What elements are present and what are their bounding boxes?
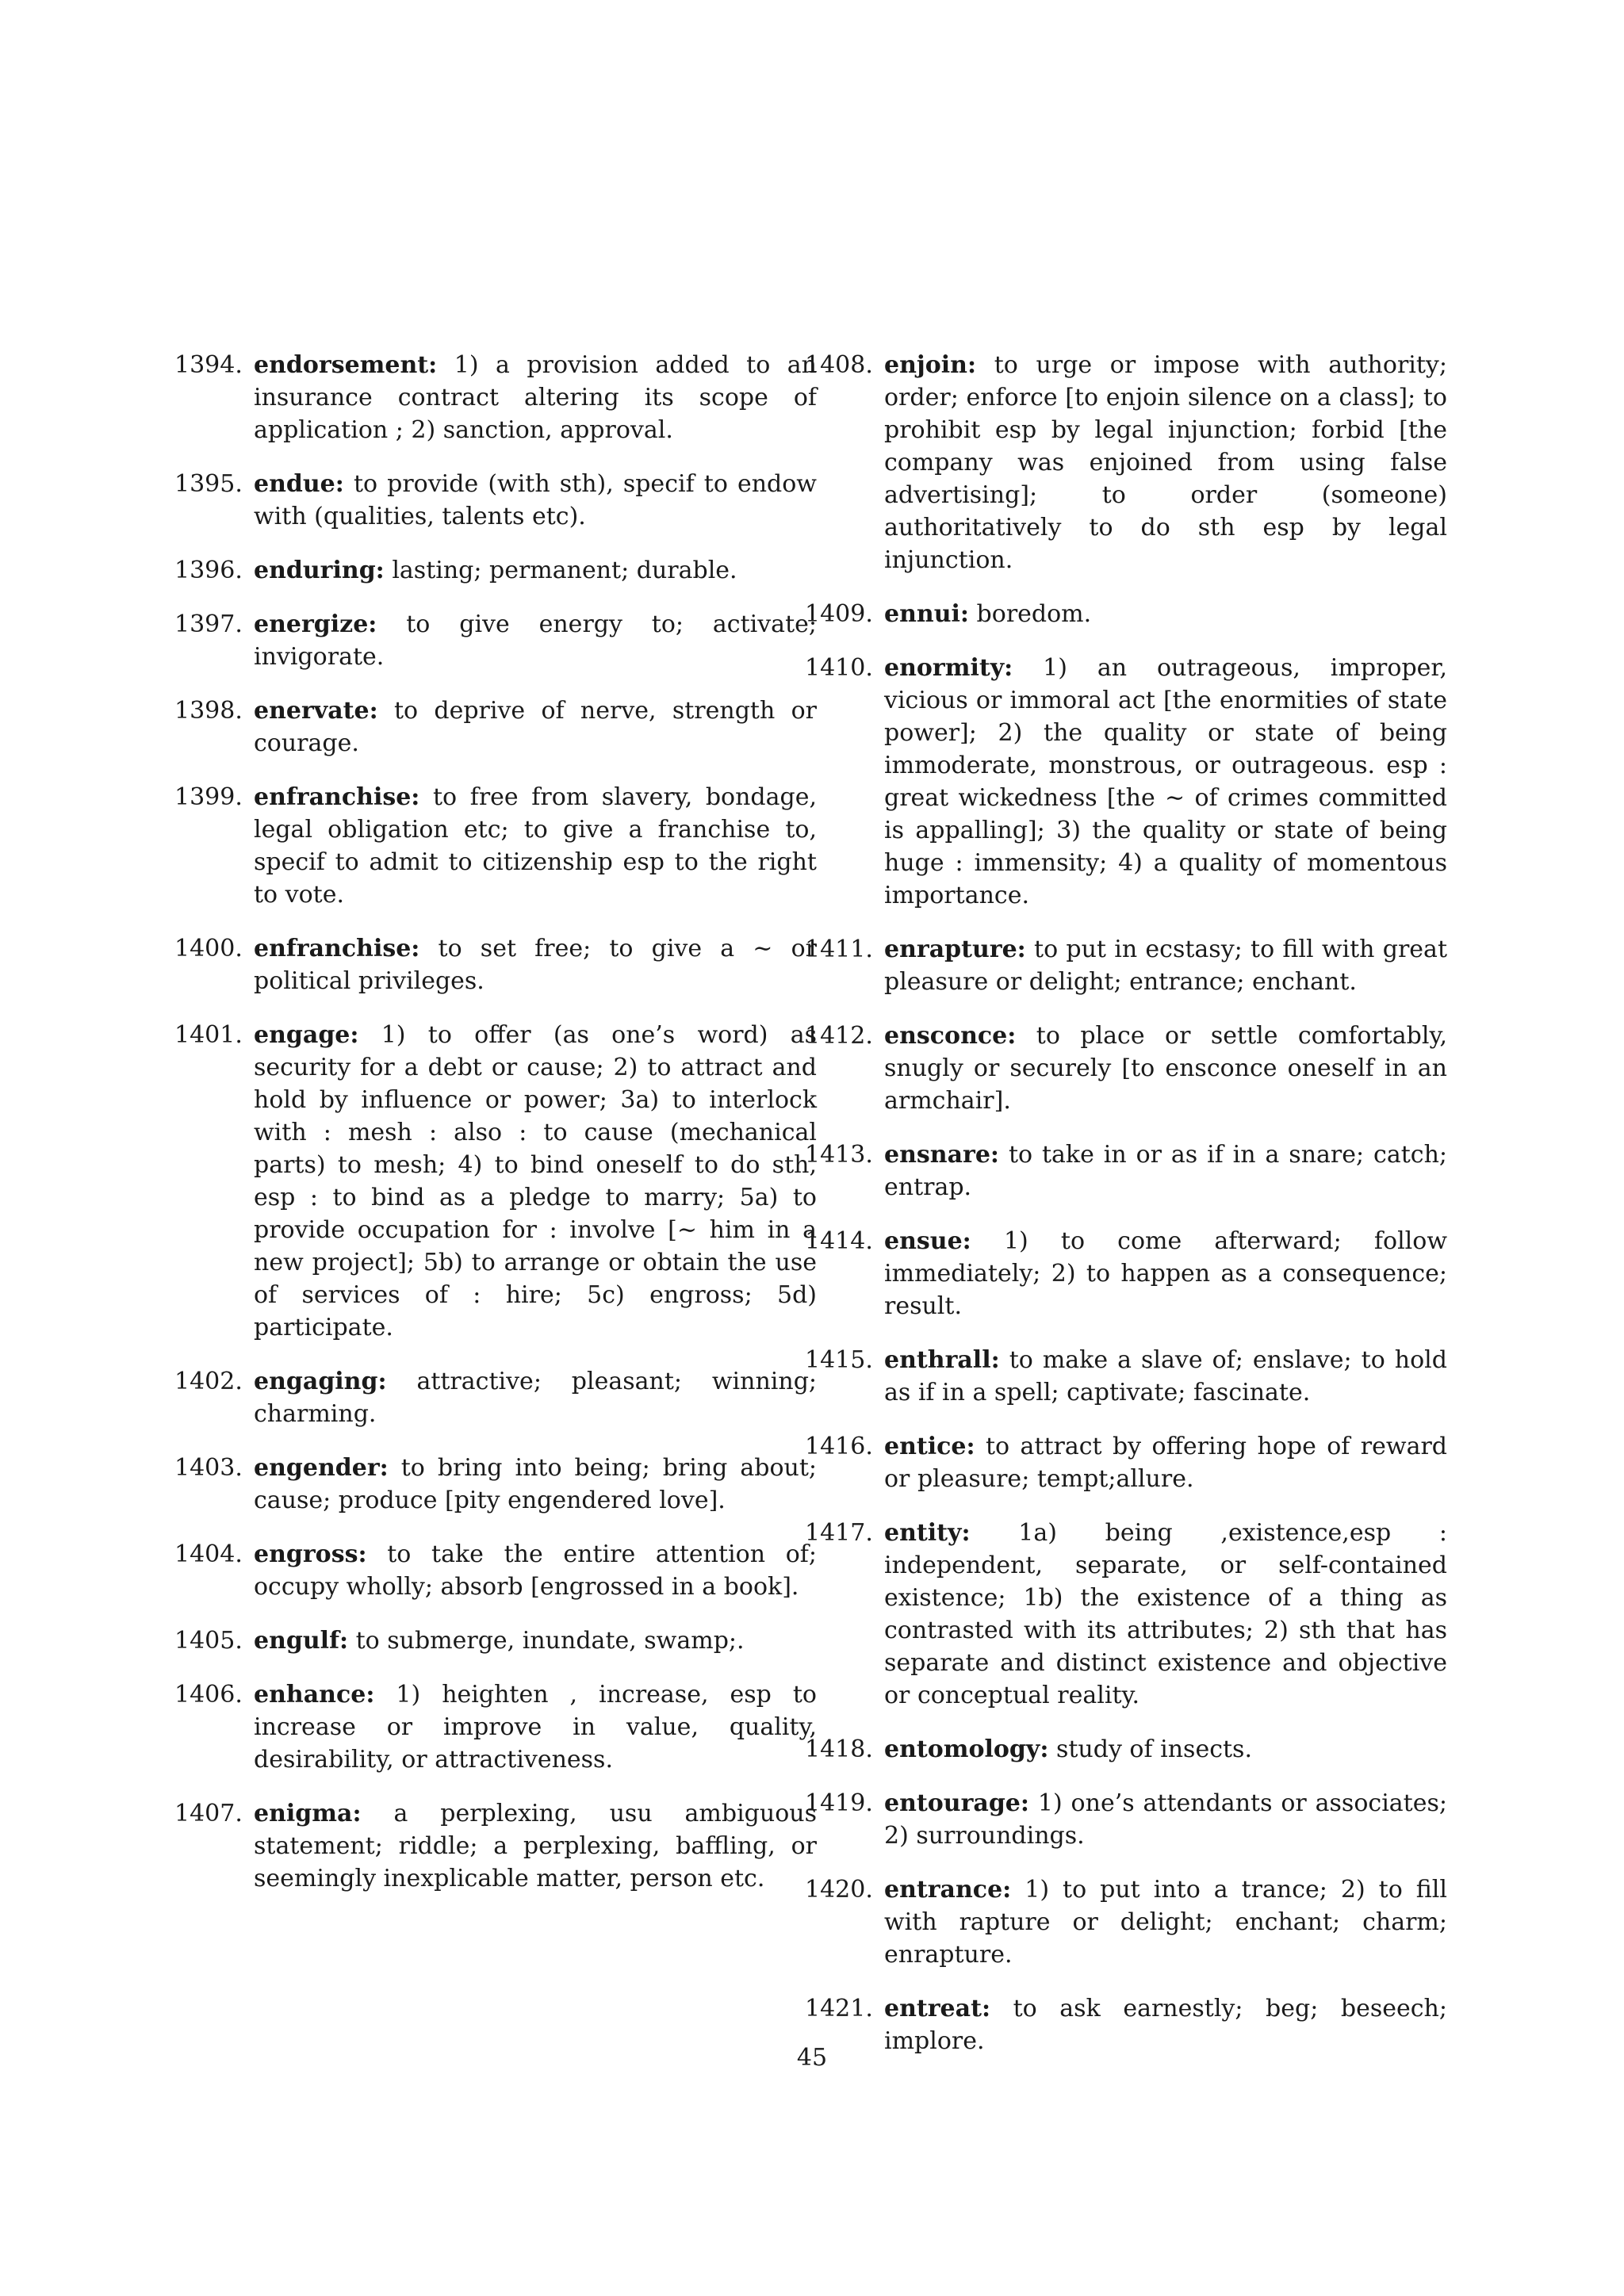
entry-number: 1394. <box>174 351 243 379</box>
entry-definition: attractive; pleasant; winning; charming. <box>254 1368 817 1428</box>
entry-1407 <box>174 1797 817 1895</box>
entry-1402 <box>174 1365 817 1430</box>
entry-definition: to attract by offering hope of reward or pleasure; tempt;allure. <box>884 1433 1447 1493</box>
entry-1394 <box>174 349 817 446</box>
entry-headword: engulf: <box>254 1627 349 1655</box>
entry-number: 1406. <box>174 1681 243 1709</box>
entry-definition: to bring into being; bring about; cause; produce [pity engendered love]. <box>254 1454 817 1514</box>
entry-1404 <box>174 1538 817 1603</box>
entry-number: 1417. <box>805 1519 873 1547</box>
entry-definition: 1) one’s attendants or associates; 2) surroundings. <box>884 1789 1447 1850</box>
entry-headword: enigma: <box>254 1800 362 1827</box>
entry-headword: enrapture: <box>884 936 1026 963</box>
entry-number: 1410. <box>805 654 873 682</box>
entry-definition: to free from slavery, bondage, legal obligation etc; to give a franchise to, specif to admit to citizenship esp to the right to vote. <box>254 783 817 909</box>
entry-definition: lasting; permanent; durable. <box>392 557 737 584</box>
entry-1397 <box>174 608 817 673</box>
entry-definition: to give energy to; activate; invigorate. <box>254 610 817 671</box>
entry-headword: engross: <box>254 1540 367 1568</box>
entry-headword: enduring: <box>254 557 385 584</box>
entry-definition: 1) heighten , increase, esp to increase or improve in value, quality, desirability, or attractiveness. <box>254 1681 817 1774</box>
entry-definition: to make a slave of; enslave; to hold as if in a spell; captivate; fascinate. <box>884 1346 1447 1406</box>
entry-number: 1409. <box>805 600 873 628</box>
entry-definition: 1) a provision added to an insurance contract altering its scope of application ; 2) sanction, approval. <box>254 351 817 444</box>
entry-1411 <box>805 933 1447 998</box>
entry-headword: endue: <box>254 470 344 498</box>
entry-1413 <box>805 1138 1447 1203</box>
right-column <box>805 349 1447 2079</box>
entry-1395 <box>174 468 817 533</box>
entry-1403 <box>174 1452 817 1517</box>
entry-definition: to take in or as if in a snare; catch; entrap. <box>884 1141 1447 1201</box>
entry-headword: ensnare: <box>884 1141 1000 1169</box>
entry-definition: to provide (with sth), specif to endow with (qualities, talents etc). <box>254 470 817 530</box>
entry-number: 1418. <box>805 1735 873 1763</box>
entry-number: 1400. <box>174 935 243 962</box>
entry-headword: entice: <box>884 1433 975 1460</box>
entry-definition: 1a) being ,existence,esp : independent, separate, or self-contained existence; 1b) the existence of a thing as contrasted with its attributes; 2) sth that has separate and distinct existence and objective or conceptual reality. <box>884 1519 1447 1709</box>
entry-1415 <box>805 1344 1447 1409</box>
entry-1420 <box>805 1873 1447 1971</box>
entry-number: 1397. <box>174 610 243 638</box>
entry-1414 <box>805 1225 1447 1322</box>
entry-1410 <box>805 652 1447 912</box>
entry-1417 <box>805 1517 1447 1712</box>
entry-headword: enhance: <box>254 1681 375 1709</box>
entry-headword: engage: <box>254 1021 359 1049</box>
entry-headword: engender: <box>254 1454 389 1482</box>
entry-number: 1404. <box>174 1540 243 1568</box>
left-column <box>174 349 817 1916</box>
entry-headword: entourage: <box>884 1789 1029 1817</box>
entry-definition: to urge or impose with authority; order; enforce [to enjoin silence on a class]; to prohibit esp by legal injunction; forbid [the company was enjoined from using false advertising]; to order (someone) authoritatively to do sth esp by legal injunction. <box>884 351 1447 574</box>
entry-1398 <box>174 695 817 760</box>
entry-headword: energize: <box>254 610 377 638</box>
entry-definition: 1) to put into a trance; 2) to fill with rapture or delight; enchant; charm; enrapture. <box>884 1876 1447 1969</box>
entry-headword: enervate: <box>254 697 378 725</box>
entry-headword: enormity: <box>884 654 1013 682</box>
entry-definition: boredom. <box>976 600 1092 628</box>
entry-definition: to submerge, inundate, swamp;. <box>355 1627 745 1655</box>
entry-number: 1405. <box>174 1627 243 1655</box>
entry-headword: enfranchise: <box>254 783 420 811</box>
entry-number: 1412. <box>805 1022 873 1050</box>
entry-number: 1399. <box>174 783 243 811</box>
entry-number: 1413. <box>805 1141 873 1169</box>
entry-headword: entity: <box>884 1519 971 1547</box>
entry-1419 <box>805 1787 1447 1852</box>
entry-definition: 1) an outrageous, improper, vicious or immoral act [the enormities of state power]; 2) the quality or state of being immoderate, monstrous, or outrageous. esp : great wickedness [the ∼ of crimes committed is appalling]; 3) the quality or state of being huge : immensity; 4) a quality of momentous importance. <box>884 654 1447 909</box>
entry-definition: to place or settle comfortably, snugly or securely [to ensconce oneself in an armchair]. <box>884 1022 1447 1115</box>
entry-headword: entrance: <box>884 1876 1012 1904</box>
entry-number: 1415. <box>805 1346 873 1374</box>
entry-number: 1416. <box>805 1433 873 1460</box>
entry-definition: 1) to come afterward; follow immediately; 2) to happen as a consequence; result. <box>884 1227 1447 1320</box>
entry-definition: to deprive of nerve, strength or courage. <box>254 697 817 757</box>
page-number: 45 <box>796 2044 828 2072</box>
entry-number: 1402. <box>174 1368 243 1395</box>
entry-number: 1395. <box>174 470 243 498</box>
entry-1408 <box>805 349 1447 576</box>
entry-number: 1401. <box>174 1021 243 1049</box>
entry-number: 1407. <box>174 1800 243 1827</box>
entry-headword: enthrall: <box>884 1346 1000 1374</box>
entry-1406 <box>174 1678 817 1776</box>
entry-1399 <box>174 781 817 911</box>
entry-definition: study of insects. <box>1055 1735 1252 1763</box>
entry-number: 1396. <box>174 557 243 584</box>
entry-number: 1414. <box>805 1227 873 1255</box>
entry-number: 1411. <box>805 936 873 963</box>
entry-number: 1408. <box>805 351 873 379</box>
entry-number: 1420. <box>805 1876 873 1904</box>
entry-1418 <box>805 1733 1447 1766</box>
entry-1405 <box>174 1624 817 1657</box>
entry-definition: to put in ecstasy; to fill with great pleasure or delight; entrance; enchant. <box>884 936 1447 996</box>
entry-headword: ennui: <box>884 600 969 628</box>
entry-headword: engaging: <box>254 1368 387 1395</box>
entry-1416 <box>805 1430 1447 1495</box>
entry-1401 <box>174 1019 817 1344</box>
entry-1409 <box>805 598 1447 630</box>
entry-definition: 1) to offer (as one’s word) as security for a debt or cause; 2) to attract and hold by influence or power; 3a) to interlock with : mesh : also : to cause (mechanical parts) to mesh; 4) to bind oneself to do sth, esp : to bind as a pledge to marry; 5a) to provide occupation for : involve [∼ him in a new project]; 5b) to arrange or obtain the use of services of : hire; 5c) engross; 5d) participate. <box>254 1021 817 1341</box>
entry-1400 <box>174 932 817 997</box>
entry-headword: enjoin: <box>884 351 977 379</box>
entry-number: 1421. <box>805 1995 873 2022</box>
entry-number: 1419. <box>805 1789 873 1817</box>
entry-headword: entomology: <box>884 1735 1049 1763</box>
entry-headword: entreat: <box>884 1995 991 2022</box>
entry-1396 <box>174 554 817 587</box>
entry-definition: a perplexing, usu ambiguous statement; riddle; a perplexing, baffling, or seemingly inexplicable matter, person etc. <box>254 1800 817 1892</box>
entry-headword: ensue: <box>884 1227 971 1255</box>
entry-definition: to ask earnestly; beg; beseech; implore. <box>884 1995 1447 2055</box>
entry-1412 <box>805 1020 1447 1117</box>
entry-number: 1403. <box>174 1454 243 1482</box>
entry-headword: ensconce: <box>884 1022 1017 1050</box>
entry-number: 1398. <box>174 697 243 725</box>
entry-headword: endorsement: <box>254 351 438 379</box>
entry-definition: to set free; to give a ∼ or political privileges. <box>254 935 817 995</box>
entry-headword: enfranchise: <box>254 935 420 962</box>
entry-definition: to take the entire attention of; occupy wholly; absorb [engrossed in a book]. <box>254 1540 817 1601</box>
